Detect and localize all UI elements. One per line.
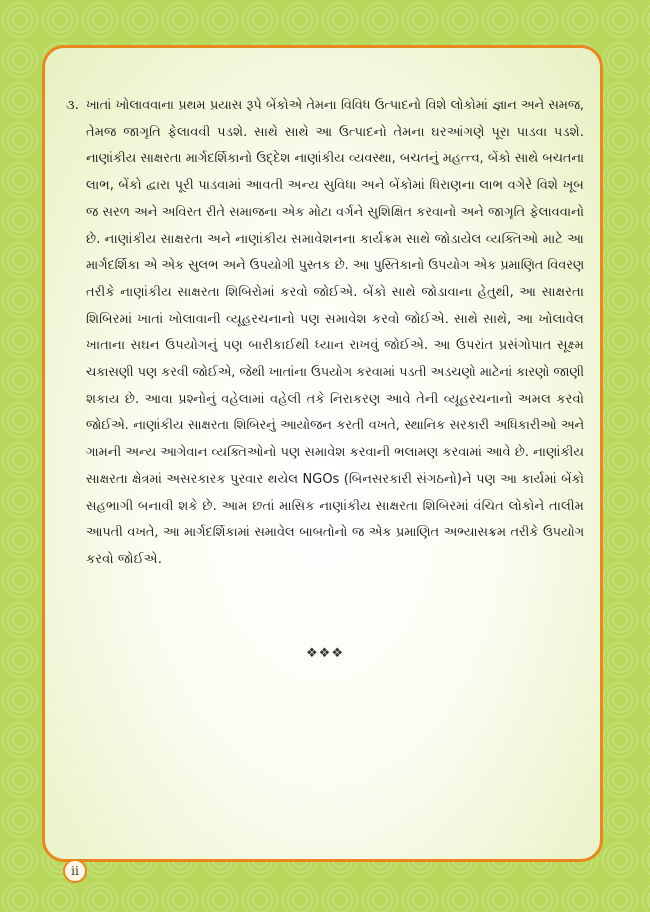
paragraph-line: માર્ગદર્શિકા એ એક સુલભ અને ઉપયોગી પુસ્તક છે. આ પુસ્તિકાનો ઉપયોગ એક પ્રમાણિત વિવરણ [86,258,584,274]
page-number: ii [63,859,87,883]
paragraph-3 [66,93,584,574]
paragraph-line: ચકાસણી પણ કરવી જોઈએ, જેથી ખાતાંના ઉપયોગ કરવામાં પડતી અડચણો માટેનાં કારણો જાણી [86,365,584,381]
item-number: ૩. [66,98,79,113]
paragraph-line: છે. નાણાંકીય સાક્ષરતા અને નાણાંકીય સમાવેશનના કાર્યક્રમ સાથે જોડાયેલ વ્યક્તિઓ માટે આ [86,231,584,247]
paragraph-line: ખાતાં ખોલાવવાના પ્રથમ પ્રયાસ રૂપે બેંકોએ તેમના વિવિધ ઉત્પાદનો વિશે લોકોમાં જ્ઞાન અને સમજ, [86,98,584,113]
paragraph-line: જ સરળ અને અવિરત રીતે સમાજના એક મોટા વર્ગને સુશિક્ષિત કરવાનો અને જાગૃતિ ફેલાવવાનો [86,204,584,220]
paragraph-line: લાભ, બેંકો દ્વારા પૂરી પાડવામાં આવતી અન્ય સુવિધા અને બેંકોમાં ધિરાણના લાભ વગેરે વિશે ખૂબ [86,178,584,194]
paragraph-line: શિબિરમાં ખાતાં ખોલાવાની વ્યૂહરચનાનો પણ સમાવેશ કરવો જોઈએ. સાથે સાથે, આ ખોલાવેલ [86,311,584,327]
paragraph-line: તેમજ જાગૃતિ ફેલાવવી પડશે. સાથે સાથે આ ઉત્પાદનો તેમના ઘરઆંગણે પૂરા પાડવા પડશે. [86,124,584,140]
paragraph-line: સહભાગી બનાવી શકે છે. આમ છતાં માસિક નાણાંકીય સાક્ષરતા શિબિરમાં વંચિત લોકોને તાલીમ [86,498,584,514]
paragraph-line: તરીકે નાણાંકીય સાક્ષરતા શિબિરોમાં કરવો જોઈએ. બેંકો સાથે જોડાવાના હેતુથી, આ સાક્ષરતા [86,284,584,300]
paragraph-line: જોઈએ. નાણાંકીય સાક્ષરતા શિબિરનું આયોજન કરતી વખતે, સ્થાનિક સરકારી અધિકારીઓ અને [86,418,584,434]
paragraph-line: નાણાંકીય સાક્ષરતા માર્ગદર્શિકાનો ઉદ્દેશ નાણાંકીય વ્યવસ્થા, બચતનું મહત્ત્વ, બેંકો સાથે બચતના [86,151,584,167]
ornament-divider: ❖❖❖ [306,646,344,661]
paragraph-line: આપતી વખતે, આ માર્ગદર્શિકામાં સમાવેલ બાબતોનો જ એક પ્રમાણિત અભ્યાસક્રમ તરીકે ઉપયોગ [86,525,584,541]
paragraph-line: શકાય છે. આવા પ્રશ્નોનું વહેલામાં વહેલી તકે નિરાકરણ આવે તેની વ્યૂહરચનાનો અમલ કરવો [86,391,584,407]
paragraph-line: સાક્ષરતા ક્ષેત્રમાં અસરકારક પુરવાર થયેલ NGOs (બિનસરકારી સંગઠનો)ને પણ આ કાર્યમાં બેંકો [86,471,584,487]
paragraph-line: ગામની અન્ય આગેવાન વ્યક્તિઓનો પણ સમાવેશ કરવાની ભલામણ કરવામાં આવે છે. નાણાંકીય [86,445,584,461]
paragraph-line: કરવો જોઈએ. [86,551,162,567]
paragraph-line: ખાતાના સઘન ઉપયોગનું પણ બારીકાઈથી ધ્યાન રાખવું જોઈએ. આ ઉપરાંત પ્રસંગોપાત સૂક્ષ્મ [86,338,584,354]
